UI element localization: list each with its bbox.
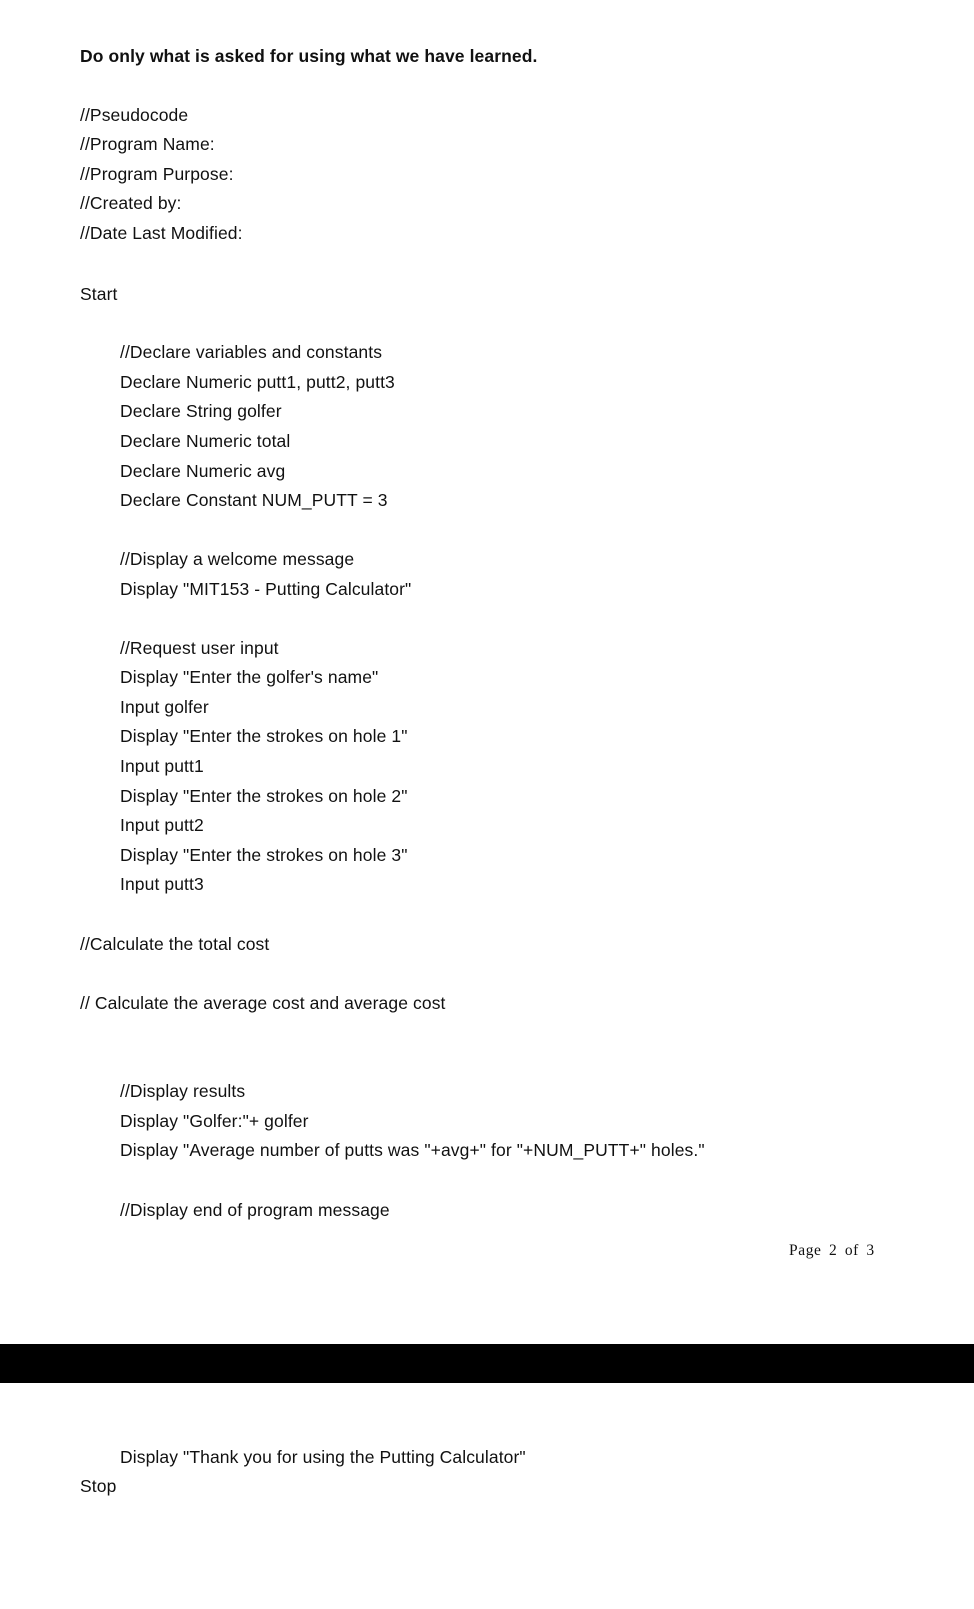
declaration-line: Declare Numeric avg (120, 461, 286, 481)
input-comment: //Request user input (120, 638, 279, 658)
header-comment-created-by: //Created by: (80, 193, 182, 213)
results-line: Display "Golfer:"+ golfer (120, 1111, 309, 1131)
results-comment: //Display results (120, 1081, 246, 1101)
declarations-comment: //Declare variables and constants (120, 342, 383, 362)
declaration-line: Declare Numeric putt1, putt2, putt3 (120, 372, 395, 392)
header-comment-date-modified: //Date Last Modified: (80, 223, 243, 243)
calc-total-comment: //Calculate the total cost (80, 934, 270, 954)
input-line: Input golfer (120, 697, 209, 717)
input-line: Input putt1 (120, 756, 204, 776)
input-line: Input putt3 (120, 874, 204, 894)
input-line: Input putt2 (120, 815, 204, 835)
welcome-line: Display "MIT153 - Putting Calculator" (120, 579, 412, 599)
header-comment-program-purpose: //Program Purpose: (80, 164, 234, 184)
calc-average-comment: // Calculate the average cost and average cost (80, 993, 446, 1013)
declaration-line: Declare Constant NUM_PUTT = 3 (120, 490, 388, 510)
input-line: Display "Enter the golfer's name" (120, 667, 379, 687)
declaration-line: Declare Numeric total (120, 431, 291, 451)
declaration-line: Declare String golfer (120, 401, 282, 421)
results-line: Display "Average number of putts was "+avg+" for "+NUM_PUTT+" holes." (120, 1140, 705, 1160)
header-comment-program-name: //Program Name: (80, 134, 215, 154)
instruction-text: Do only what is asked for using what we have learned. (80, 46, 538, 66)
input-line: Display "Enter the strokes on hole 1" (120, 726, 408, 746)
input-line: Display "Enter the strokes on hole 3" (120, 845, 408, 865)
page-break-bar (0, 1344, 974, 1383)
start-label: Start (80, 284, 118, 304)
input-line: Display "Enter the strokes on hole 2" (120, 786, 408, 806)
end-message-comment: //Display end of program message (120, 1200, 390, 1220)
page-number: Page 2 of 3 (789, 1242, 875, 1259)
thank-you-line: Display "Thank you for using the Putting Calculator" (120, 1447, 526, 1467)
header-comment-pseudocode: //Pseudocode (80, 105, 189, 125)
stop-label: Stop (80, 1476, 117, 1496)
welcome-comment: //Display a welcome message (120, 549, 355, 569)
